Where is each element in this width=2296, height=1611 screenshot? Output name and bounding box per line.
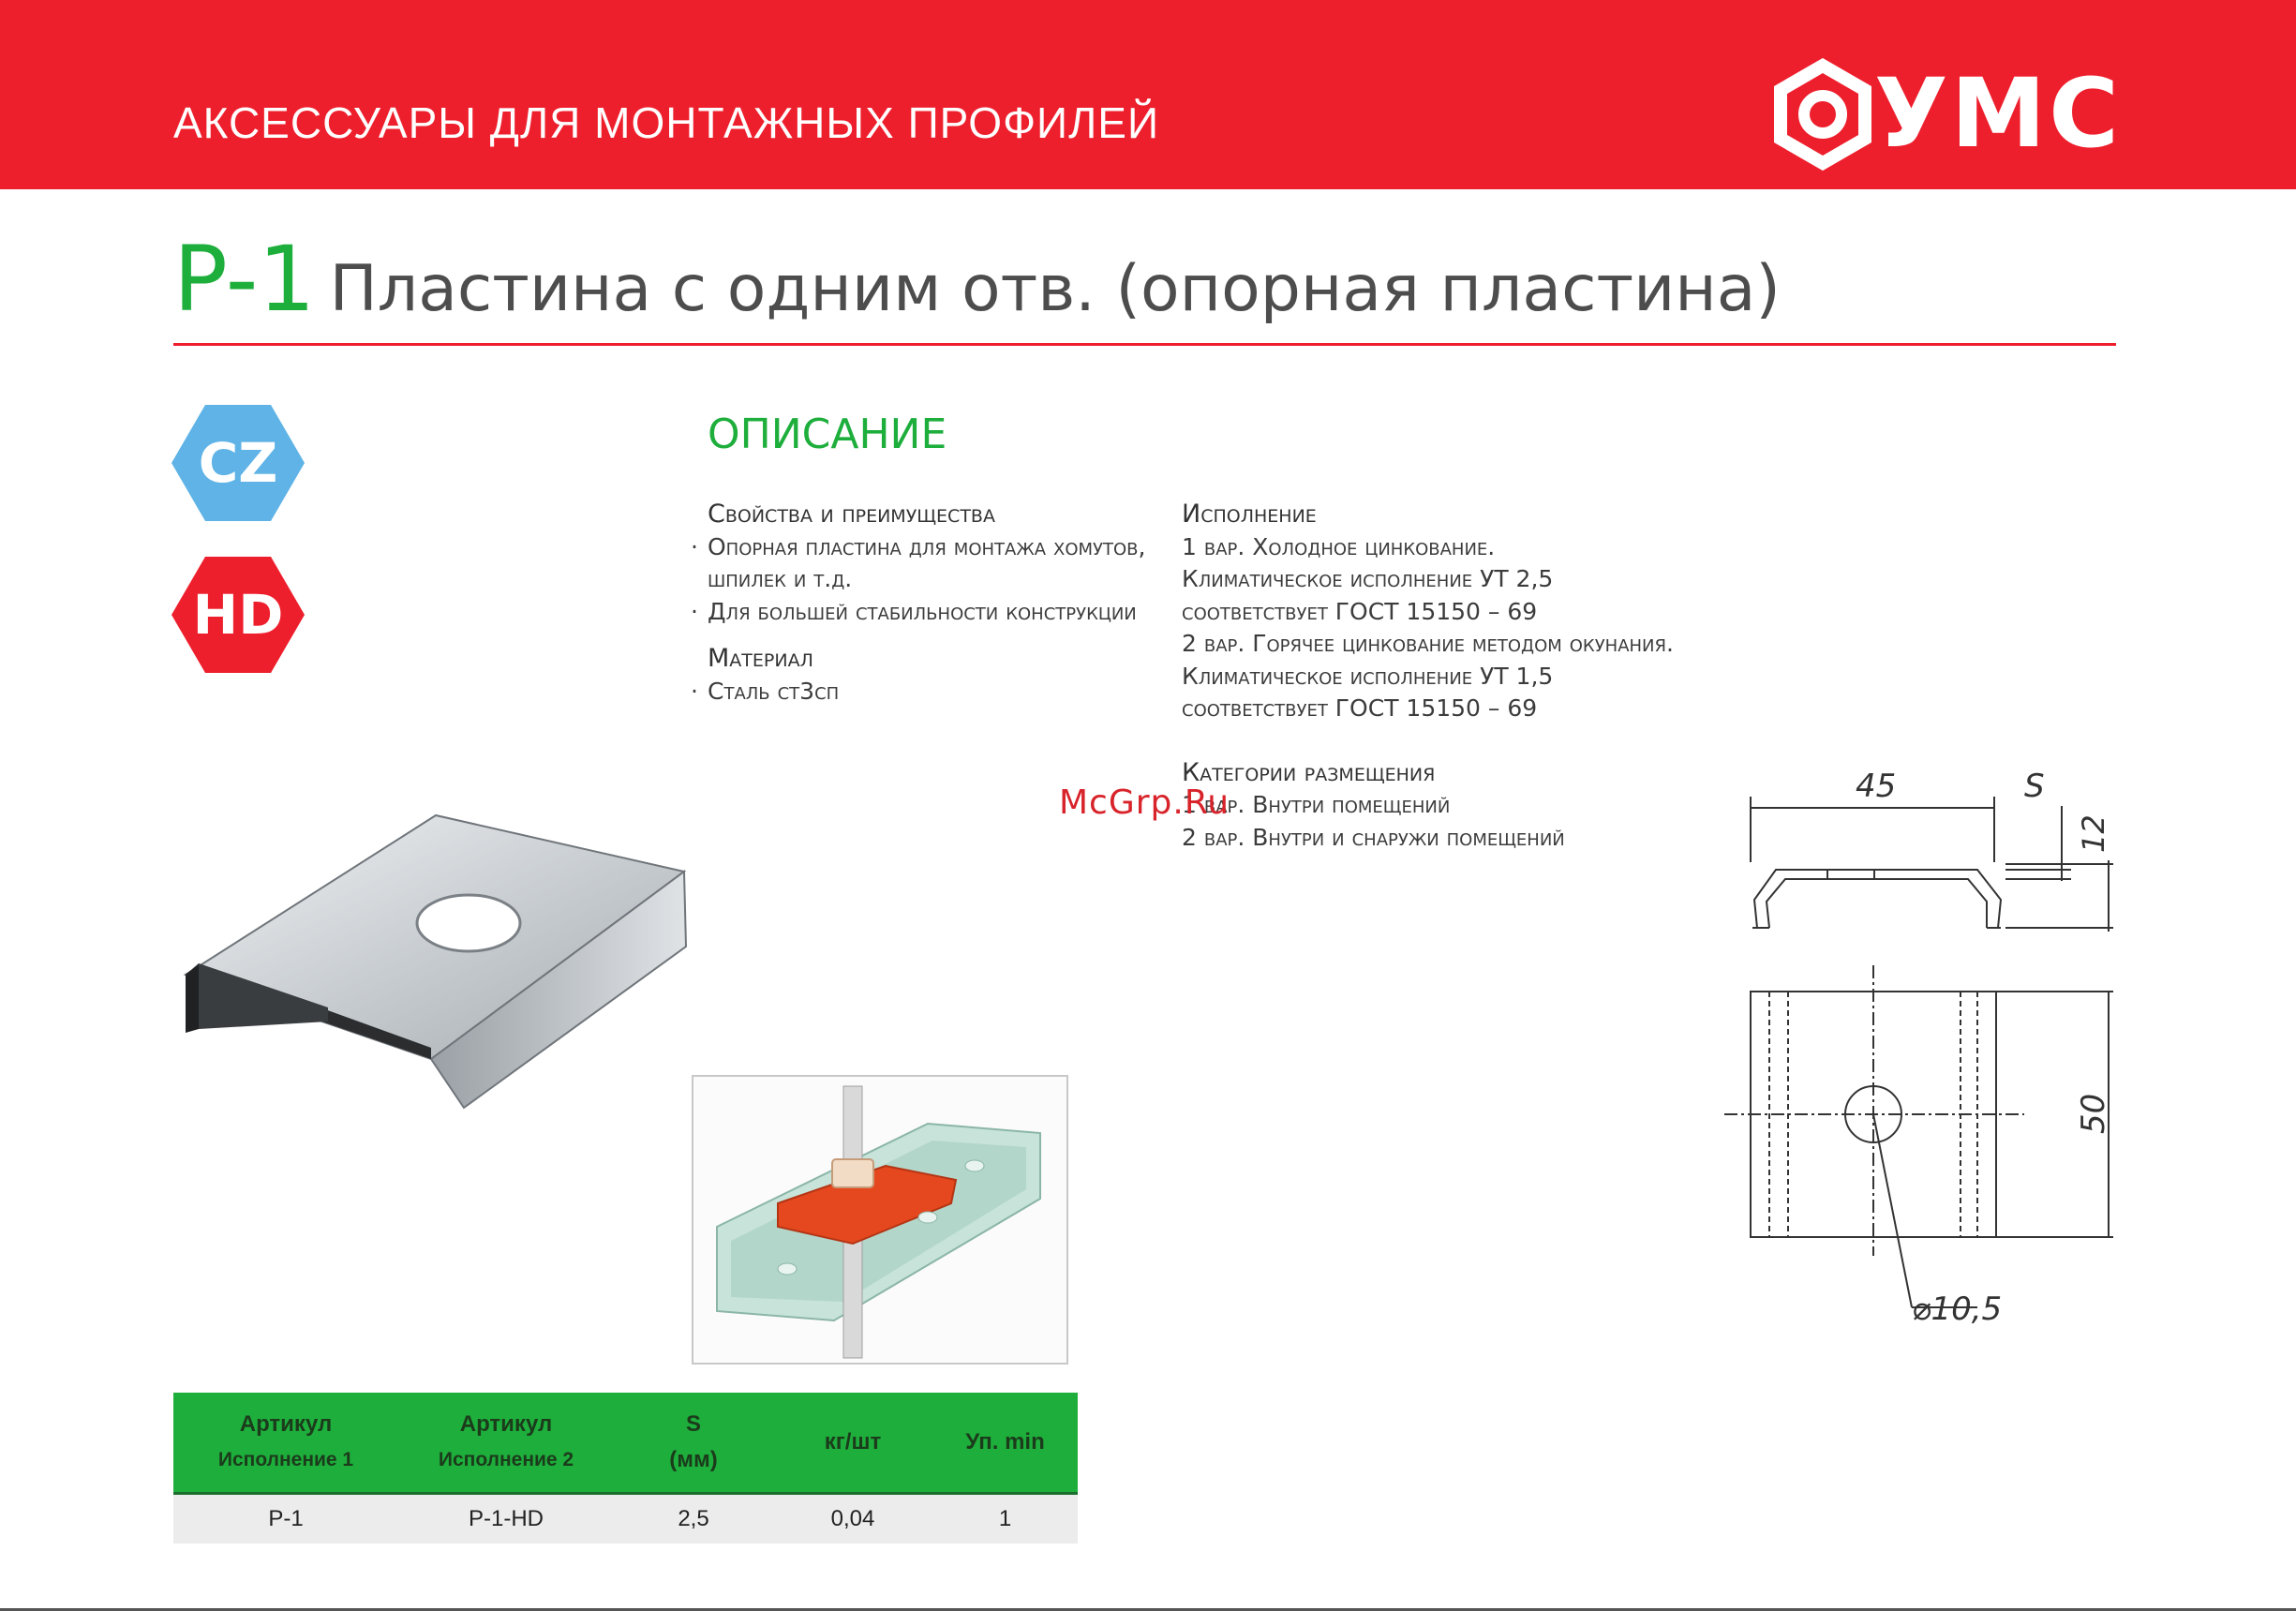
table-header-cell (398, 1407, 614, 1478)
brand-logo (1771, 58, 2127, 171)
header-main: Уп. min (965, 1429, 1045, 1454)
table-header-cell (614, 1407, 773, 1478)
header-main: кг/шт (824, 1429, 882, 1454)
title-divider (173, 343, 2116, 346)
product-name: Пластина с одним отв. (опорная пластина) (329, 252, 1781, 326)
product-title (173, 227, 1781, 332)
execution-line: соответствует ГОСТ 15150 – 69 (1182, 694, 1538, 722)
logo-text: УМС (1874, 58, 2122, 170)
table-header-cell (773, 1425, 932, 1460)
product-table (173, 1393, 1078, 1544)
description-title: ОПИСАНИЕ (708, 410, 947, 458)
badge-hd (171, 557, 305, 673)
header-bar (0, 0, 2296, 189)
placement-line: 1 вар. Внутри помещений (1182, 791, 1451, 818)
placement-heading: Категории размещения (1182, 757, 1436, 787)
placement-line: 2 вар. Внутри и снаружи помещений (1182, 823, 1565, 851)
header-sub: Исполнение 1 (217, 1449, 354, 1470)
dim-width: 45 (1856, 768, 1897, 805)
product-code: P-1 (173, 227, 316, 332)
header-sub: (мм) (669, 1447, 718, 1472)
execution-line: Климатическое исполнение УТ 2,5 (1182, 565, 1554, 592)
dim-hole: ⌀10,5 (1912, 1290, 2003, 1328)
header-sub: Исполнение 2 (438, 1449, 574, 1470)
table-cell: 2,5 (678, 1506, 709, 1531)
properties-block (708, 499, 1195, 708)
execution-line: 1 вар. Холодное цинкование. (1182, 532, 1496, 560)
table-cell: 1 (998, 1506, 1012, 1531)
badge-cz (171, 405, 305, 521)
header-title: АКСЕССУАРЫ ДЛЯ МОНТАЖНЫХ ПРОФИЛЕЙ (173, 98, 1160, 147)
table-cell: P-1 (268, 1506, 304, 1531)
table-cell: P-1-HD (468, 1506, 544, 1531)
technical-drawing (1715, 750, 2137, 1350)
table-header-cell (932, 1425, 1078, 1460)
badge-label: HD (192, 583, 284, 647)
table-header (173, 1393, 1078, 1492)
property-item: шпилек и т.д. (708, 565, 853, 592)
header-main: Артикул (239, 1411, 333, 1437)
dim-length: 50 (2075, 1093, 2112, 1134)
property-item: · Для большей стабильности конструкции (708, 596, 1195, 629)
execution-heading: Исполнение (1182, 500, 1317, 529)
execution-line: 2 вар. Горячее цинкование методом окунания. (1182, 630, 1674, 657)
execution-line: соответствует ГОСТ 15150 – 69 (1182, 597, 1538, 625)
material-heading: Материал (708, 644, 813, 673)
material-item: · Сталь ст3сп (708, 676, 1195, 709)
table-header-cell (173, 1407, 398, 1478)
properties-heading: Свойства и преимущества (708, 500, 995, 529)
badge-label: CZ (198, 431, 278, 495)
dim-s: S (2024, 768, 2045, 805)
dim-height: 12 (2076, 814, 2111, 853)
header-main: S (685, 1411, 701, 1437)
watermark-text: McGrp.Ru (1059, 783, 1230, 822)
table-row (173, 1492, 1078, 1544)
assembly-illustration (693, 1077, 1066, 1363)
table-cell: 0,04 (830, 1506, 875, 1531)
assembly-photo (692, 1075, 1068, 1365)
execution-block (1182, 499, 1707, 854)
header-main: Артикул (459, 1411, 553, 1437)
execution-line: Климатическое исполнение УТ 1,5 (1182, 662, 1554, 690)
plate-3d-illustration (178, 806, 693, 1115)
property-item: · Опорная пластина для монтажа хомутов, (708, 531, 1195, 564)
nut-logo-icon (1771, 58, 1874, 171)
